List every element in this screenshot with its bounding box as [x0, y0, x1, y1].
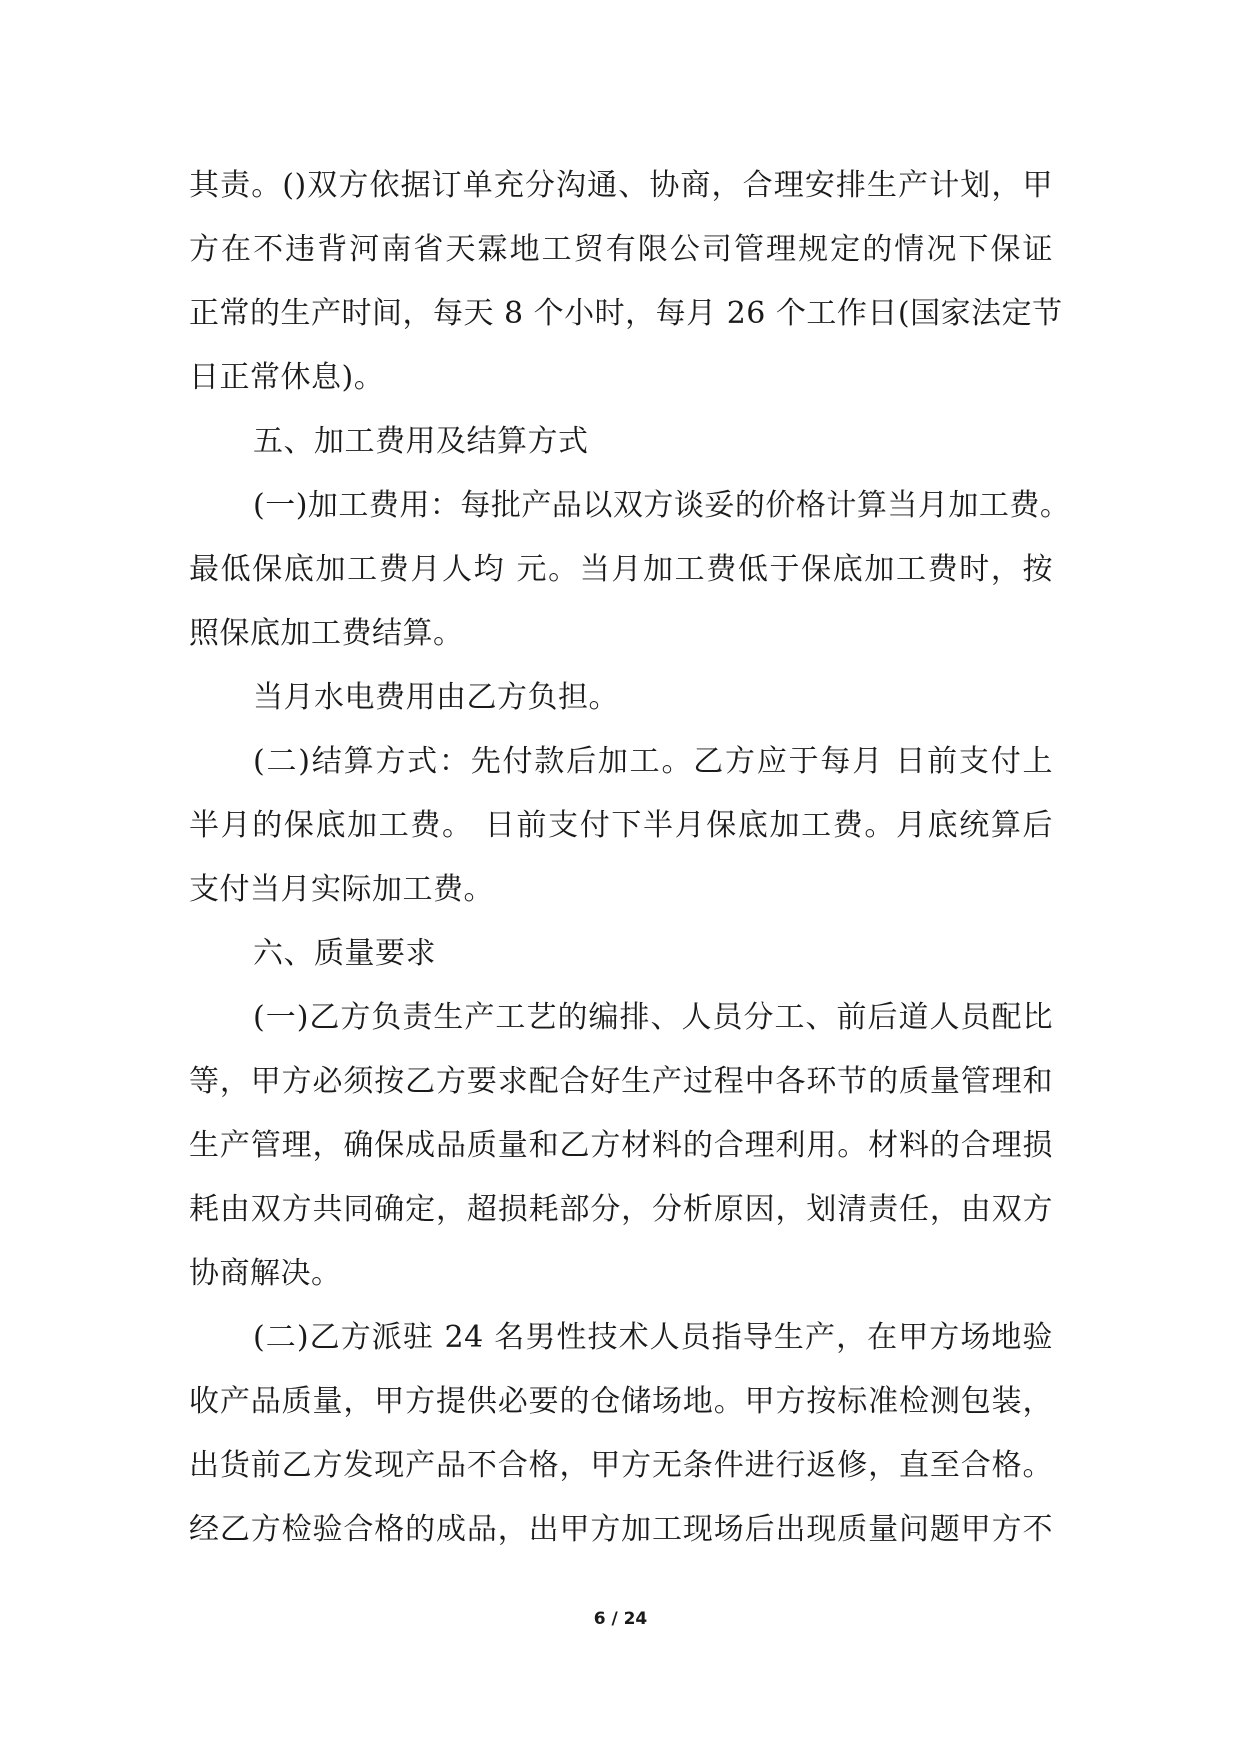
text-line: 支付当月实际加工费。	[189, 872, 494, 907]
section-heading: 五、加工费用及结算方式	[253, 424, 589, 459]
text-line: 经乙方检验合格的成品，出甲方加工现场后出现质量问题甲方不	[189, 1512, 1053, 1547]
text-line: 出货前乙方发现产品不合格，甲方无条件进行返修，直至合格。	[189, 1448, 1053, 1483]
document-body	[189, 154, 1071, 1562]
text-line: 照保底加工费结算。	[189, 616, 464, 651]
section-heading: 六、质量要求	[253, 936, 436, 971]
text-line: 最低保底加工费月人均 元。当月加工费低于保底加工费时，按	[189, 552, 1053, 587]
page-number: 6 / 24	[593, 1609, 648, 1629]
text-line: (一)乙方负责生产工艺的编排、人员分工、前后道人员配比	[253, 1000, 1053, 1035]
text-line: 方在不违背河南省天霖地工贸有限公司管理规定的情况下保证	[189, 232, 1053, 267]
text-line: 其责。()双方依据订单充分沟通、协商，合理安排生产计划，甲	[189, 168, 1053, 203]
text-line: 等，甲方必须按乙方要求配合好生产过程中各环节的质量管理和	[189, 1064, 1053, 1099]
text-line: (二)结算方式：先付款后加工。乙方应于每月 日前支付上	[253, 744, 1053, 779]
text-line: 日正常休息)。	[189, 360, 385, 395]
text-line: 正常的生产时间，每天 8 个小时，每月 26 个工作日(国家法定节	[189, 296, 1063, 331]
text-line: 生产管理，确保成品质量和乙方材料的合理利用。材料的合理损	[189, 1128, 1053, 1163]
text-line: (一)加工费用：每批产品以双方谈妥的价格计算当月加工费。	[253, 488, 1071, 523]
text-line: 当月水电费用由乙方负担。	[253, 680, 619, 715]
text-line: (二)乙方派驻 24 名男性技术人员指导生产，在甲方场地验	[253, 1320, 1053, 1355]
text-line: 半月的保底加工费。 日前支付下半月保底加工费。月底统算后	[189, 808, 1053, 843]
text-line: 耗由双方共同确定，超损耗部分，分析原因，划清责任，由双方	[189, 1192, 1053, 1227]
text-line: 收产品质量，甲方提供必要的仓储场地。甲方按标准检测包装，	[189, 1384, 1053, 1419]
text-line: 协商解决。	[189, 1256, 342, 1291]
